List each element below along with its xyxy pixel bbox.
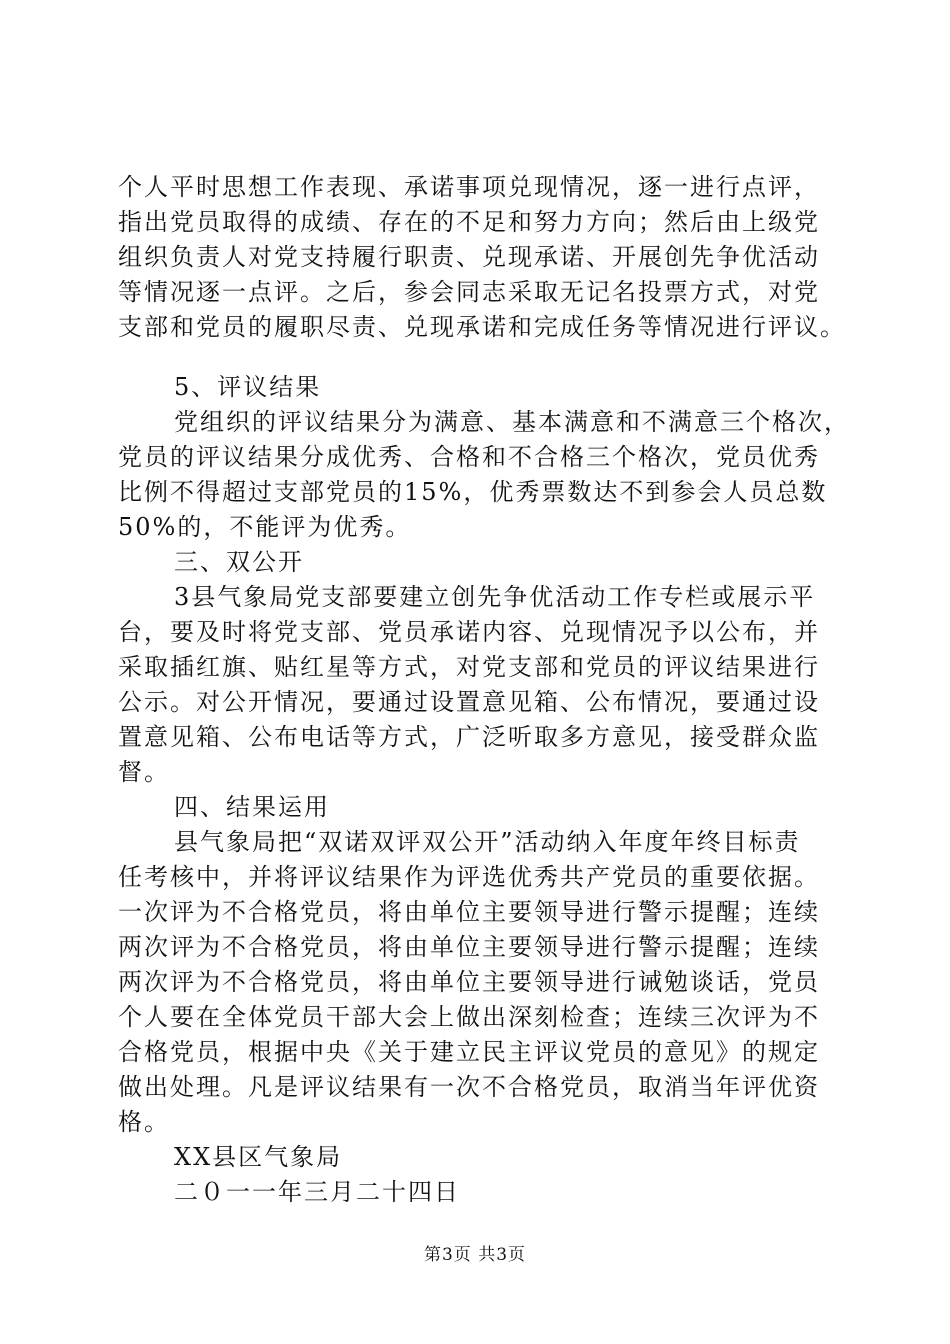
text-line: 督。 [118,758,170,786]
text-line: 个人平时思想工作表现、承诺事项兑现情况，逐一进行点评， [118,173,820,201]
signature-organization: XX县区气象局 [174,1143,343,1171]
text-line: 等情况逐一点评。之后，参会同志采取无记名投票方式，对党 [118,278,820,306]
text-line: 两次评为不合格党员，将由单位主要领导进行诫勉谈话，党员 [118,968,820,996]
text-line: 50%的，不能评为优秀。 [118,513,412,541]
text-line: 党组织的评议结果分为满意、基本满意和不满意三个格次， [174,408,850,436]
text-line: 做出处理。凡是评议结果有一次不合格党员，取消当年评优资 [118,1073,820,1101]
text-line: 置意见箱、公布电话等方式，广泛听取多方意见，接受群众监 [118,723,820,751]
text-line: 格。 [118,1108,170,1136]
paragraph-double-disclosure [118,580,848,790]
text-line: 采取插红旗、贴红星等方式，对党支部和党员的评议结果进行 [118,653,820,681]
text-line: 合格党员，根据中央《关于建立民主评议党员的意见》的规定 [118,1038,820,1066]
text-line: 个人要在全体党员干部大会上做出深刻检查；连续三次评为不 [118,1003,820,1031]
text-line: 台，要及时将党支部、党员承诺内容、兑现情况予以公布，并 [118,618,820,646]
paragraph-evaluation-results [118,405,848,545]
text-line: 任考核中，并将评议结果作为评选优秀共产党员的重要依据。 [118,863,820,891]
text-line: 公示。对公开情况，要通过设置意见箱、公布情况，要通过设 [118,688,820,716]
text-line: 比例不得超过支部党员的15%，优秀票数达不到参会人员总数 [118,478,828,506]
text-line: 一次评为不合格党员，将由单位主要领导进行警示提醒；连续 [118,898,820,926]
page-number: 第3页 共3页 [423,1245,527,1265]
section-heading-double-disclosure: 三、双公开 [174,548,304,576]
text-line: 党员的评议结果分成优秀、合格和不合格三个格次，党员优秀 [118,443,820,471]
text-line: 3县气象局党支部要建立创先争优活动工作专栏或展示平 [174,583,816,611]
page-footer [0,1243,950,1267]
signature-date: 二０一一年三月二十四日 [174,1178,460,1206]
text-line: 县气象局把“双诺双评双公开”活动纳入年度年终目标责 [174,828,801,856]
paragraph-result-application [118,825,848,1140]
paragraph-spacer [118,345,848,370]
document-body [118,170,848,1210]
section-heading-result-application: 四、结果运用 [174,793,330,821]
section-heading-evaluation-results: 5、评议结果 [174,373,322,401]
text-line: 支部和党员的履职尽责、兑现承诺和完成任务等情况进行评议。 [118,313,846,341]
paragraph-evaluation-process [118,170,848,345]
text-line: 指出党员取得的成绩、存在的不足和努力方向；然后由上级党 [118,208,820,236]
text-line: 组织负责人对党支持履行职责、兑现承诺、开展创先争优活动 [118,243,820,271]
text-line: 两次评为不合格党员，将由单位主要领导进行警示提醒；连续 [118,933,820,961]
